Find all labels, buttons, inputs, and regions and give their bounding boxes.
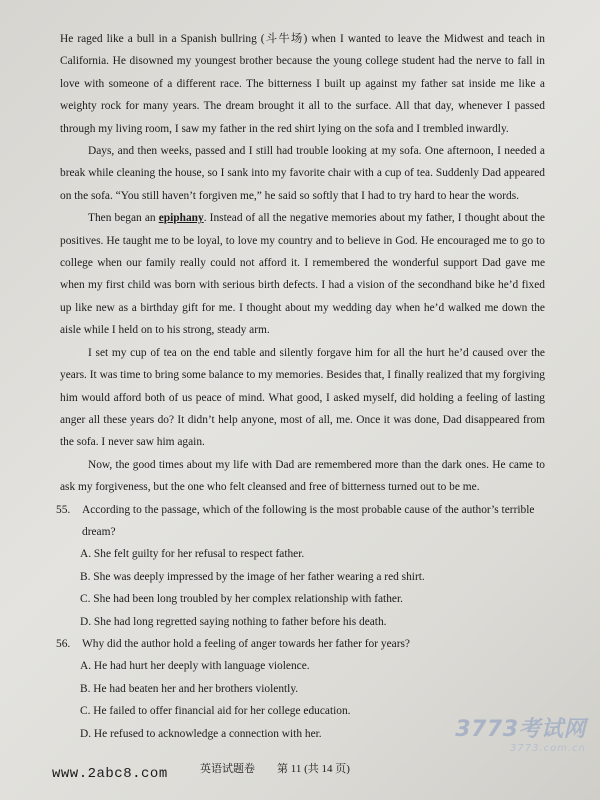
watermark-logo <box>426 712 586 754</box>
footer-page-info: 英语试题卷 第 11 (共 14 页) <box>200 763 350 775</box>
watermark-title: 3773考试网 <box>455 717 586 742</box>
paragraph-3-pre: Then began an <box>88 212 159 225</box>
paragraph-5: Now, the good times about my life with Dad are remembered more than the dark ones. He came to ask my forgiveness, but the one who felt cleansed and free of bitterness turned out to be me. <box>60 458 545 494</box>
paragraph-4: I set my cup of tea on the end table and silently forgave him for all the hurt he’d caused over the years. It was time to bring some balance to my memories. Besides that, I finally realized that my forgiving him would afford both of us peace of mind. What good, I asked myself, did holding a feeling of lasting anger all these years do? It didn’t help anyone, most of all, me. Once it was done, Dad disappeared from the sofa. I never saw him again. <box>60 346 545 449</box>
question-number: 55. <box>56 503 71 516</box>
option-55-c: C. She had been long troubled by her complex relationship with father. <box>80 593 403 606</box>
option-56-a: A. He had hurt her deeply with language violence. <box>80 660 310 673</box>
watermark-url: 3773.com.cn <box>510 743 586 754</box>
footer-website: www.2abc8.com <box>52 766 168 782</box>
paragraph-1: He raged like a bull in a Spanish bullring (斗牛场) when I wanted to leave the Midwest and teach in California. He disowned my youngest brother because the young college student had the nerve to fall in love with someone of a different race. The bitterness I built up against my father sat inside me like a weighty rock for many years. The dream brought it all to the surface. All that day, whenever I passed through my living room, I saw my father in the red shirt lying on the sofa and I trembled inwardly. <box>60 33 545 135</box>
question-56 <box>56 633 545 655</box>
question-stem: Why did the author hold a feeling of anger towards her father for years? <box>82 637 410 650</box>
question-stem: According to the passage, which of the following is the most probable cause of the author’s terrible dream? <box>82 503 535 538</box>
option-56-c: C. He failed to offer financial aid for her college education. <box>80 705 351 718</box>
option-56-b: B. He had beaten her and her brothers violently. <box>80 682 299 695</box>
paragraph-2: Days, and then weeks, passed and I still had trouble looking at my sofa. One afternoon, I needed a break while cleaning the house, so I sank into my favorite chair with a cup of tea. Suddenly Dad appeared on the sofa. “You still haven’t forgiven me,” he said so softly that I had to try hard to hear the words. <box>60 145 545 202</box>
option-55-d: D. She had long regretted saying nothing to father before his death. <box>80 615 387 628</box>
paragraph-3 <box>60 207 545 341</box>
paragraph-3-post: . Instead of all the negative memories about my father, I thought about the positives. He taught me to be loyal, to love my country and to believe in God. He encouraged me to go to college when our family really could not afford it. I remembered the wonderful support Dad gave me when my first child was born with serious birth defects. I had a vision of the secondhand bike he’d fixed up like new as a birthday gift for me. I thought about my wedding day when he’d walked me down the aisle while I held on to his strong, steady arm. <box>60 212 545 337</box>
page-footer <box>0 760 600 784</box>
question-55 <box>56 499 545 544</box>
option-55-b: B. She was deeply impressed by the image of her father wearing a red shirt. <box>80 570 425 583</box>
option-55-a: A. She felt guilty for her refusal to respect father. <box>80 548 305 561</box>
underlined-word-epiphany: epiphany <box>158 212 204 225</box>
question-number: 56. <box>56 637 71 650</box>
exam-page <box>56 28 545 745</box>
option-56-d: D. He refused to acknowledge a connection with her. <box>80 727 322 740</box>
